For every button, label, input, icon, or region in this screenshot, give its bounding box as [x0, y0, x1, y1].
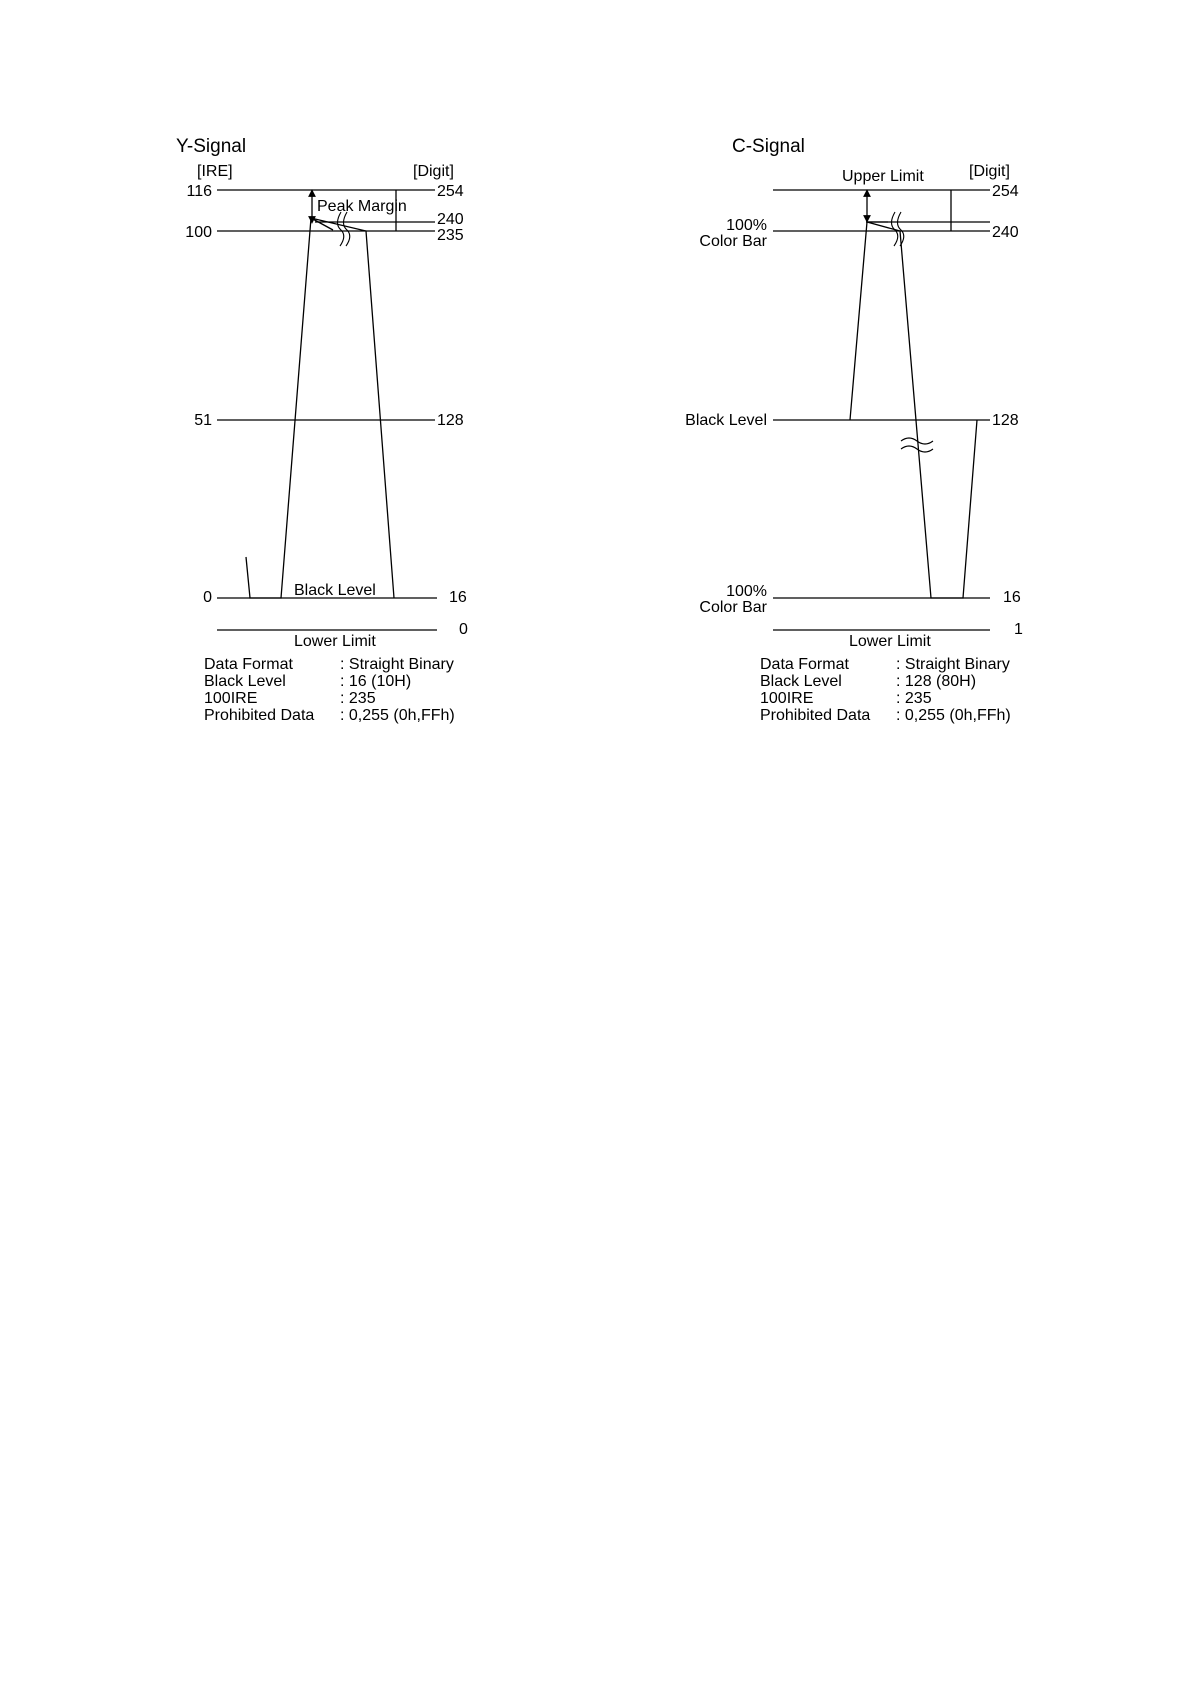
c-specs: [760, 656, 1011, 724]
c-color-bar-bottom-pct: 100%: [726, 583, 767, 600]
y-break-mark-1: [338, 212, 344, 246]
y-digit-tick-254: 254: [437, 183, 464, 200]
c-signal-diagram: [685, 136, 1023, 724]
c-digit-tick-1: 1: [1014, 621, 1023, 638]
c-lower-limit-label: Lower Limit: [849, 633, 931, 650]
c-signal-title: C-Signal: [732, 136, 805, 157]
y-ire-tick-100: 100: [185, 224, 212, 241]
c-spec-key: Data Format: [760, 656, 849, 673]
c-color-bar-top-pct: 100%: [726, 217, 767, 234]
y-signal-title: Y-Signal: [176, 136, 247, 157]
c-spec-key: 100IRE: [760, 690, 814, 707]
y-ire-unit: [IRE]: [197, 163, 233, 180]
c-digit-tick-254: 254: [992, 183, 1019, 200]
c-spec-value: : 128 (80H): [896, 673, 977, 690]
c-spec-key: Black Level: [760, 673, 842, 690]
c-digit-tick-16: 16: [1003, 589, 1021, 606]
c-upper-limit-label: Upper Limit: [842, 168, 924, 185]
y-waveform: [246, 218, 394, 598]
y-black-level-label: Black Level: [294, 582, 376, 599]
y-digit-tick-128: 128: [437, 412, 464, 429]
y-spec-value: : 16 (10H): [340, 673, 412, 690]
y-digit-tick-240: 240: [437, 211, 464, 228]
y-specs: [204, 656, 455, 724]
c-digit-tick-128: 128: [992, 412, 1019, 429]
y-ire-tick-116: 116: [186, 183, 212, 200]
c-color-bar-bottom-text: Color Bar: [699, 599, 767, 616]
y-break-mark-2: [344, 212, 350, 246]
c-digit-tick-240: 240: [992, 224, 1019, 241]
y-ire-tick-51: 51: [194, 412, 212, 429]
c-spec-value: : 235: [896, 690, 932, 707]
y-spec-key: 100IRE: [204, 690, 258, 707]
y-spec-key: Data Format: [204, 656, 293, 673]
y-digit-tick-16: 16: [449, 589, 467, 606]
c-break-mark-4: [901, 446, 933, 452]
c-spec-value: : Straight Binary: [896, 656, 1010, 673]
c-spec-key: Prohibited Data: [760, 707, 871, 724]
y-spec-value: : 0,255 (0h,FFh): [340, 707, 455, 724]
y-digit-tick-235: 235: [437, 227, 464, 244]
c-color-bar-top-text: Color Bar: [699, 233, 767, 250]
y-peak-margin-label: Peak Margin: [317, 198, 407, 215]
c-waveform: [850, 222, 977, 598]
y-digit-unit: [Digit]: [413, 163, 454, 180]
y-spec-key: Prohibited Data: [204, 707, 315, 724]
y-lower-limit-label: Lower Limit: [294, 633, 376, 650]
y-digit-tick-0: 0: [459, 621, 468, 638]
c-spec-value: : 0,255 (0h,FFh): [896, 707, 1011, 724]
y-peak-slope: [311, 218, 333, 230]
y-spec-value: : 235: [340, 690, 376, 707]
y-spec-value: : Straight Binary: [340, 656, 454, 673]
y-spec-key: Black Level: [204, 673, 286, 690]
c-black-level-label: Black Level: [685, 412, 767, 429]
y-signal-diagram: [176, 136, 468, 724]
c-digit-unit: [Digit]: [969, 163, 1010, 180]
y-ire-tick-0: 0: [203, 589, 212, 606]
